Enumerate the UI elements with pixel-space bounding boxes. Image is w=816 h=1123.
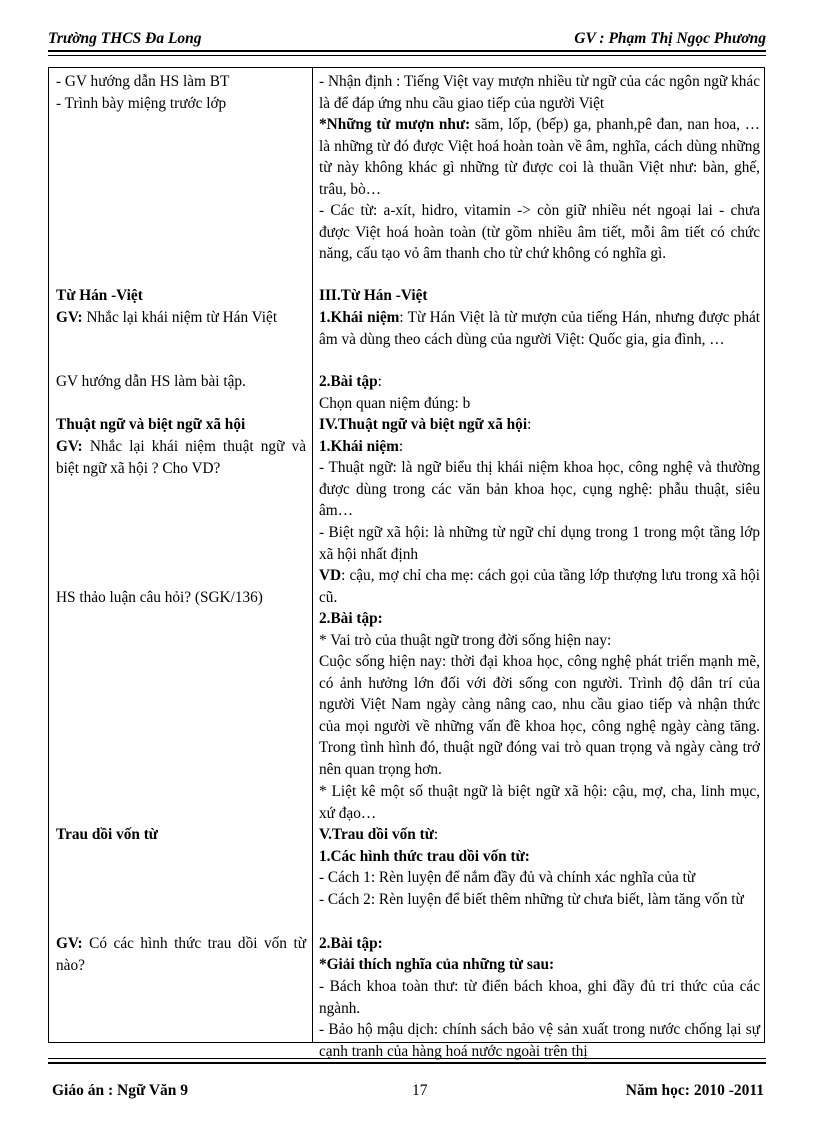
header-teacher: GV : Phạm Thị Ngọc Phương (574, 30, 766, 47)
right-paragraph: - Các từ: a-xít, hidro, vitamin -> còn giữ nhiều nét ngoại lai - chưa được Việt hoá hoàn toàn (từ gồm nhiều âm tiết, mỗi âm tiết có chức năng, cấu tạo vỏ âm thanh cho từ chứ không có nghĩa gì. (319, 202, 760, 263)
trau-doi-forms-label: 1.Các hình thức trau dồi vốn từ: (319, 848, 530, 865)
trau-doi-question: GV: Có các hình thức trau dồi vốn từ nào? (56, 935, 306, 974)
page-number: 17 (412, 1082, 428, 1099)
column-divider (312, 68, 313, 1042)
section-title-trau-doi: Trau dồi vốn từ (56, 826, 158, 843)
left-line: - GV hướng dẫn HS làm BT (56, 73, 230, 90)
left-line: - Trình bày miệng trước lớp (56, 95, 227, 112)
right-paragraph: * Vai trò của thuật ngữ trong đời sống hiện nay: (319, 632, 612, 649)
right-paragraph: *Những từ mượn như: săm, lốp, (bếp) ga, phanh,pê đan, nan hoa, …là những từ đó được Việt hoá hoàn toàn về âm, nghĩa, cách dùng những từ này không khác gì những từ được coi là thuần Việt như: bàn, ghế, trâu, bò… (319, 116, 760, 198)
footer-rule-thick (48, 1062, 766, 1064)
section-heading: V.Trau dồi vốn từ: (319, 826, 439, 843)
footer-year: Năm học: 2010 -2011 (625, 1082, 764, 1099)
right-paragraph: - Cách 2: Rèn luyện để biết thêm những từ chưa biết, làm tăng vốn từ (319, 891, 744, 908)
section-title-han-viet: Từ Hán -Việt (56, 287, 143, 304)
thuat-ngu-question: GV: Nhắc lại khái niệm thuật ngữ và biệt ngữ xã hội ? Cho VD? (56, 438, 306, 477)
thuat-ngu-definition: - Thuật ngữ: là ngữ biểu thị khái niệm khoa học, công nghệ và thường được dùng trong các văn bản khoa học, cụng nghệ: phẫu thuật, siêu âm… (319, 459, 760, 520)
right-paragraph: - Bách khoa toàn thư: từ điển bách khoa, ghi đầy đủ tri thức của các ngành. (319, 978, 760, 1017)
footer-rule-thin (48, 1058, 766, 1059)
right-paragraph: - Cách 1: Rèn luyện để nắm đầy đủ và chính xác nghĩa của từ (319, 869, 696, 886)
han-viet-question: GV: Nhắc lại khái niệm từ Hán Việt (56, 309, 278, 326)
page-header (48, 27, 766, 47)
right-paragraph: *Giải thích nghĩa của những từ sau: (319, 956, 555, 973)
section-title-thuat-ngu: Thuật ngữ và biệt ngữ xã hội (56, 416, 246, 433)
han-viet-definition: 1.Khái niệm: Từ Hán Việt là từ mượn của tiếng Hán, nhưng được phát âm và dùng theo cách dùng của người Việt: Quốc gia, gia đình, … (319, 309, 761, 348)
header-rule-thin (48, 55, 766, 56)
thuat-ngu-definition-label: 1.Khái niệm: (319, 438, 404, 455)
section-heading: IV.Thuật ngữ và biệt ngữ xã hội: (319, 416, 532, 433)
right-paragraph: - Bảo hộ mậu dịch: chính sách bảo vệ sản xuất trong nước chống lại sự cạnh tranh của hàng hoá nước ngoài trên thị (319, 1021, 760, 1060)
thuat-ngu-discussion: HS thảo luận câu hỏi? (SGK/136) (56, 589, 263, 606)
lesson-table (48, 67, 765, 1060)
biet-ngu-example: VD: cậu, mợ chỉ cha mẹ: cách gọi của tầng lớp thượng lưu trong xã hội cũ. (319, 567, 760, 606)
trau-doi-exercise-label: 2.Bài tập: (319, 935, 383, 952)
right-paragraph: * Liệt kê một số thuật ngữ là biệt ngữ xã hội: cậu, mợ, cha, linh mục, xứ đạo… (319, 783, 760, 822)
han-viet-exercise-label: 2.Bài tập: (319, 373, 382, 390)
thuat-ngu-exercise-label: 2.Bài tập: (319, 610, 383, 627)
biet-ngu-definition: - Biệt ngữ xã hội: là những từ ngữ chỉ dụng trong 1 trong một tầng lớp xã hội nhất định (319, 524, 760, 563)
right-paragraph: - Nhận định : Tiếng Việt vay mượn nhiều từ ngữ của các ngôn ngữ khác là để đáp ứng nhu cầu giao tiếp của người Việt (319, 73, 760, 112)
section-heading: III.Từ Hán -Việt (319, 287, 428, 304)
footer-subject: Giáo án : Ngữ Văn 9 (52, 1082, 189, 1099)
han-viet-answer: Chọn quan niệm đúng: b (319, 395, 471, 412)
header-rule-thick (48, 50, 766, 52)
header-school: Trường THCS Đa Long (48, 30, 202, 47)
han-viet-exercise: GV hướng dẫn HS làm bài tập. (56, 373, 246, 390)
right-paragraph: Cuộc sống hiện nay: thời đại khoa học, công nghệ phát triển mạnh mẽ, có ảnh hưởng lớn đối với đời sống con người. Trình độ dân trí của người Việt Nam ngày càng nâng cao, nhu cầu giao tiếp và nhận thức của mọi người về những vấn đề khoa học, công nghệ ngày càng tăng. Trong tình hình đó, thuật ngữ đóng vai trò quan trọng và ngày càng trở nên quan trọng hơn. (319, 653, 760, 778)
